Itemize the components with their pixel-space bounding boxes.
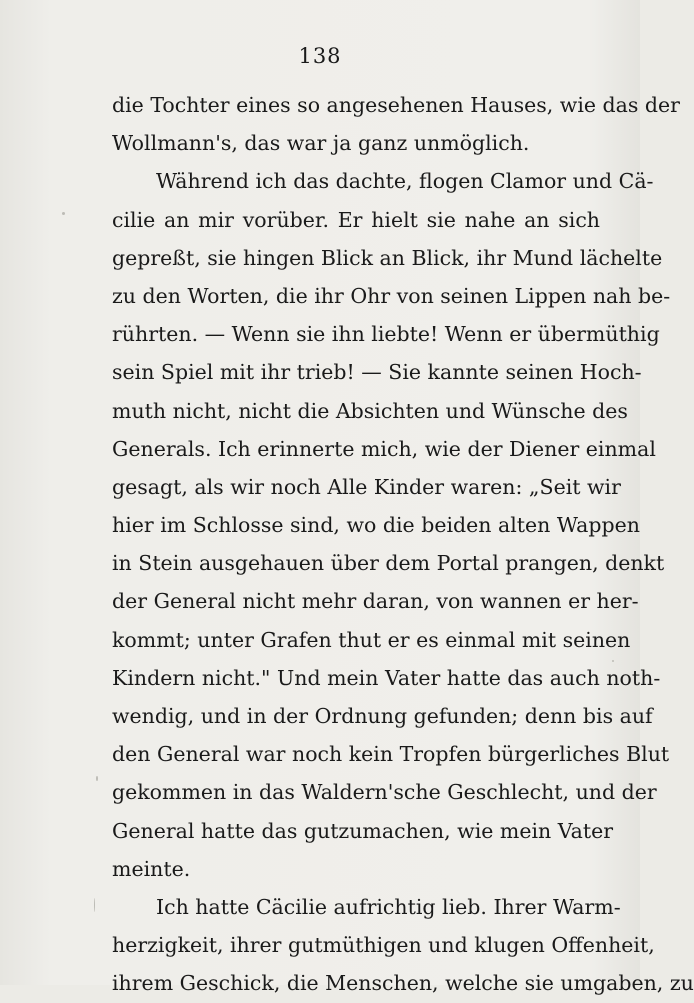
text-line: Kindern nicht." Und mein Vater hatte das auch noth-: [112, 665, 661, 690]
paper-speck: [62, 212, 65, 215]
text-line: meinte.: [112, 856, 191, 881]
text-line: gekommen in das Waldern'sche Geschlecht, und der: [112, 780, 657, 805]
text-line: Während ich das dachte, flogen Clamor und Cä-: [156, 169, 654, 194]
text-line: rührten. — Wenn sie ihn liebte! Wenn er übermüthig: [112, 322, 660, 347]
text-line: General hatte das gutzumachen, wie mein Vater: [112, 818, 614, 843]
text-line: Generals. Ich erinnerte mich, wie der Diener einmal: [112, 436, 656, 461]
text-line: zu den Worten, die ihr Ohr von seinen Lippen nah be-: [112, 283, 671, 308]
paragraph-3: [112, 888, 694, 1003]
text-line: muth nicht, nicht die Absichten und Wünsche des: [112, 398, 628, 423]
paragraph-2: [112, 162, 671, 888]
text-line: Wollmann's, das war ja ganz unmöglich.: [112, 131, 530, 156]
text-line: hier im Schlosse sind, wo die beiden alten Wappen: [112, 513, 640, 538]
text-line: sein Spiel mit ihr trieb! — Sie kannte seinen Hoch-: [112, 360, 642, 385]
text-line: cilie an mir vorüber. Er hielt sie nahe an sich: [112, 207, 600, 232]
text-line: kommt; unter Grafen thut er es einmal mit seinen: [112, 627, 631, 652]
text-line: gepreßt, sie hingen Blick an Blick, ihr Mund lächelte: [112, 245, 663, 270]
text-line: den General war noch kein Tropfen bürgerliches Blut: [112, 742, 670, 767]
paper-speck: [94, 898, 95, 912]
text-line: Ich hatte Cäcilie aufrichtig lieb. Ihrer Warm-: [156, 894, 621, 919]
text-line: ihrem Geschick, die Menschen, welche sie umgaben, zu: [112, 971, 694, 996]
page-number: 138: [298, 44, 342, 68]
text-line: gesagt, als wir noch Alle Kinder waren: „Seit wir: [112, 474, 621, 499]
paragraph-1: [112, 86, 680, 162]
paper-speck: [612, 660, 614, 662]
text-line: herzigkeit, ihrer gutmüthigen und klugen Offenheit,: [112, 933, 655, 958]
paper-speck: [96, 776, 98, 781]
body-text: [112, 86, 694, 1003]
text-line: wendig, und in der Ordnung gefunden; denn bis auf: [112, 704, 653, 728]
text-line: die Tochter eines so angesehenen Hauses, wie das der: [112, 93, 680, 117]
text-line: der General nicht mehr daran, von wannen er her-: [112, 589, 639, 614]
text-line: in Stein ausgehauen über dem Portal prangen, denkt: [112, 551, 665, 576]
